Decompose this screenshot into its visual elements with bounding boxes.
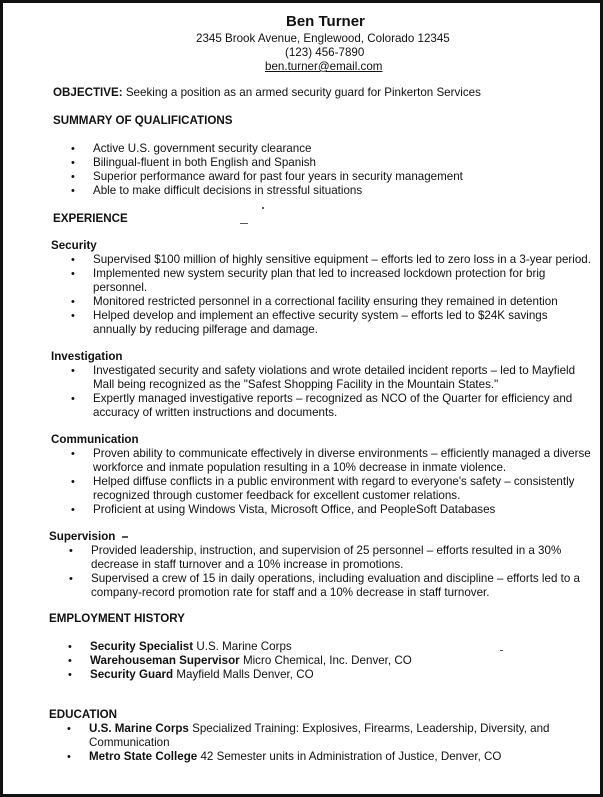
list-item: • Implemented new system security plan that led to increased lockdown protection for brig personnel.: [71, 267, 599, 295]
list-item: • Monitored restricted personnel in a correctional facility ensuring they remained in detention: [71, 295, 599, 309]
list-item: • Helped diffuse conflicts in a public environment with regard to everyone's safety – consistently recognized through customer feedback for excellent customer relations.: [71, 475, 599, 503]
objective-label: OBJECTIVE:: [53, 86, 123, 99]
objective: [53, 86, 481, 100]
list-item: • Proven ability to communicate effectively in diverse environments – efficiently managed a diverse workforce and inmate population resulting in a 10% decrease in inmate violence.: [71, 447, 599, 475]
communication-list: [71, 447, 599, 517]
list-item: [68, 654, 412, 668]
list-item: [68, 668, 412, 682]
list-item: [67, 722, 567, 750]
education-list: [67, 722, 567, 764]
job-title: Security Specialist: [90, 640, 194, 653]
summary-list: [71, 142, 463, 198]
list-item: • Active U.S. government security clearance: [71, 142, 463, 156]
list-item: • Helped develop and implement an effective security system – efforts led to $24K savings annually by reducing pilferage and damage.: [71, 309, 599, 337]
school-detail: Specialized Training: Explosives, Firearms, Leadership, Diversity, and Communication: [89, 722, 550, 749]
phone: (123) 456-7890: [285, 46, 365, 59]
scan-speck: [240, 223, 248, 224]
list-item: • Supervised a crew of 15 in daily operations, including evaluation and discipline – efforts led to a company-record promotion rate for staff and a 10% decrease in staff turnover.: [69, 572, 595, 600]
school-name: Metro State College: [89, 750, 198, 763]
address: 2345 Brook Avenue, Englewood, Colorado 12345: [196, 32, 450, 45]
security-list: [71, 253, 599, 337]
school-name: U.S. Marine Corps: [89, 722, 189, 735]
candidate-name: Ben Turner: [286, 13, 365, 30]
job-title: Warehouseman Supervisor: [90, 654, 240, 667]
scan-speck: [500, 650, 503, 651]
list-item: • Investigated security and safety violations and wrote detailed incident reports – led to Mayfield Mall being recognized as the "Safest Shopping Facility in the Mountain States.": [71, 364, 591, 392]
scan-speck: [122, 536, 128, 538]
list-item: • Able to make difficult decisions in stressful situations: [71, 184, 463, 198]
job-place: Micro Chemical, Inc. Denver, CO: [242, 654, 412, 667]
investigation-heading: Investigation: [51, 350, 123, 363]
job-title: Security Guard: [90, 668, 174, 681]
email-link[interactable]: ben.turner@email.com: [265, 60, 383, 73]
employment-list: [68, 640, 412, 682]
job-place: Mayfield Malls Denver, CO: [176, 668, 314, 681]
list-item: • Bilingual-fluent in both English and Spanish: [71, 156, 463, 170]
security-heading: Security: [51, 239, 97, 252]
list-item: • Superior performance award for past four years in security management: [71, 170, 463, 184]
objective-text: Seeking a position as an armed security guard for Pinkerton Services: [125, 86, 481, 99]
education-heading: EDUCATION: [49, 708, 118, 721]
list-item: [68, 640, 412, 654]
employment-heading: EMPLOYMENT HISTORY: [49, 612, 185, 625]
list-item: • Provided leadership, instruction, and supervision of 25 personnel – efforts resulted in a 30% decrease in staff turnover and a 10% increase in promotions.: [69, 544, 595, 572]
summary-heading: SUMMARY OF QUALIFICATIONS: [53, 114, 233, 127]
scan-speck: [262, 207, 264, 209]
supervision-heading: Supervision: [49, 530, 116, 543]
experience-heading: EXPERIENCE: [53, 212, 128, 225]
job-place: U.S. Marine Corps: [196, 640, 292, 653]
investigation-list: [71, 364, 591, 420]
list-item: [67, 750, 567, 764]
list-item: • Expertly managed investigative reports – recognized as NCO of the Quarter for efficiency and accuracy of written instructions and documents.: [71, 392, 591, 420]
supervision-list: [69, 544, 595, 600]
list-item: • Proficient at using Windows Vista, Microsoft Office, and PeopleSoft Databases: [71, 503, 599, 517]
school-detail: 42 Semester units in Administration of Justice, Denver, CO: [200, 750, 502, 763]
communication-heading: Communication: [51, 433, 139, 446]
list-item: • Supervised $100 million of highly sensitive equipment – efforts led to zero loss in a 3-year period.: [71, 253, 599, 267]
